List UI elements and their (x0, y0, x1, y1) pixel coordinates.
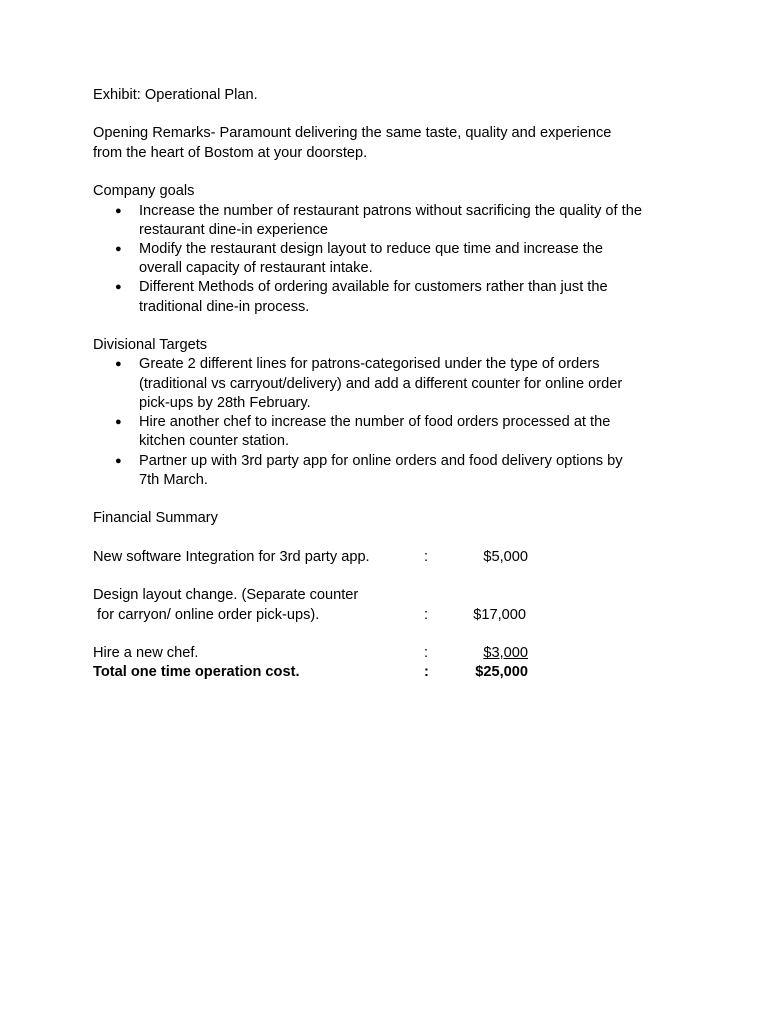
cost-row-design-colon: : (424, 607, 429, 623)
bullet-icon: ● (115, 205, 122, 217)
bullet-icon: ● (115, 416, 122, 428)
document-title: Exhibit: Operational Plan. (93, 87, 258, 103)
target-item-3-line-1: Partner up with 3rd party app for online orders and food delivery options by (139, 453, 623, 469)
cost-row-design-label-line-2: for carryon/ online order pick-ups). (93, 607, 320, 623)
goal-item-3-line-1: Different Methods of ordering available for customers rather than just the (139, 279, 608, 295)
cost-row-chef-label: Hire a new chef. (93, 645, 199, 661)
goal-item-1-line-2: restaurant dine-in experience (139, 222, 329, 238)
cost-row-chef-colon: : (424, 645, 429, 661)
goal-item-1-line-1: Increase the number of restaurant patrons without sacrificing the quality of the (139, 203, 642, 219)
bullet-icon: ● (115, 358, 122, 370)
target-item-2-line-2: kitchen counter station. (139, 433, 290, 449)
target-item-1-line-2: (traditional vs carryout/delivery) and add a different counter for online order (139, 376, 623, 392)
cost-row-design-label-line-1: Design layout change. (Separate counter (93, 587, 359, 603)
cost-row-software-label: New software Integration for 3rd party app. (93, 549, 370, 565)
goal-item-3-line-2: traditional dine-in process. (139, 299, 310, 315)
goal-item-2-line-1: Modify the restaurant design layout to reduce que time and increase the (139, 241, 604, 257)
target-item-3-line-2: 7th March. (139, 472, 208, 488)
company-goals-heading: Company goals (93, 183, 195, 199)
bullet-icon: ● (115, 281, 122, 293)
cost-row-software-amount: $5,000 (483, 549, 528, 565)
divisional-targets-heading: Divisional Targets (93, 337, 208, 353)
target-item-1-line-1: Greate 2 different lines for patrons-categorised under the type of orders (139, 356, 600, 372)
bullet-icon: ● (115, 455, 122, 467)
goal-item-2-line-2: overall capacity of restaurant intake. (139, 260, 373, 276)
total-cost-label: Total one time operation cost. (93, 664, 300, 680)
opening-remarks-line-1: Opening Remarks- Paramount delivering the same taste, quality and experience (93, 125, 612, 141)
opening-remarks-line-2: from the heart of Bostom at your doorstep. (93, 145, 368, 161)
total-cost-amount: $25,000 (475, 664, 528, 680)
bullet-icon: ● (115, 243, 122, 255)
financial-summary-heading: Financial Summary (93, 510, 218, 526)
target-item-1-line-3: pick-ups by 28th February. (139, 395, 311, 411)
cost-row-chef-amount: $3,000 (483, 645, 528, 661)
target-item-2-line-1: Hire another chef to increase the number of food orders processed at the (139, 414, 611, 430)
total-cost-colon: : (424, 664, 429, 680)
cost-row-design-amount: $17,000 (473, 607, 526, 623)
cost-row-software-colon: : (424, 549, 429, 565)
